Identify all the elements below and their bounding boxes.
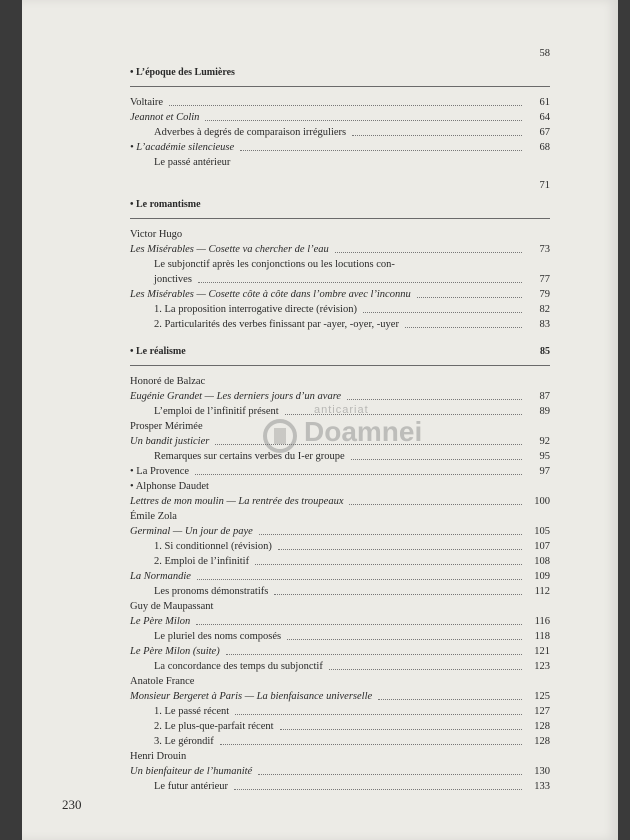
dot-leader — [274, 593, 522, 595]
toc-section-heading — [130, 197, 550, 212]
dot-leader — [278, 548, 522, 550]
toc-entry — [130, 46, 550, 61]
toc-section-heading — [130, 65, 550, 80]
toc-page-number: 133 — [534, 781, 550, 792]
toc-entry — [130, 539, 550, 554]
toc-entry — [130, 569, 550, 584]
dot-leader — [335, 251, 522, 253]
toc-page-number: 95 — [539, 451, 550, 462]
dot-leader — [200, 684, 522, 685]
dot-leader — [220, 743, 522, 745]
toc-page-number: 100 — [534, 496, 550, 507]
toc-entry-title: Jeannot et Colin — [130, 112, 200, 123]
toc-entry — [130, 644, 550, 659]
dot-leader — [417, 296, 522, 298]
toc-page-number: 73 — [539, 244, 550, 255]
toc-entry — [130, 227, 550, 242]
toc-entry-title: Les Misérables — Cosette va chercher de l’eau — [130, 244, 329, 255]
toc-entry-title: Les Misérables — Cosette côte à côte dans l’ombre avec l’inconnu — [130, 289, 411, 300]
toc-entry — [130, 659, 550, 674]
toc-entry — [130, 257, 550, 272]
toc-entry — [130, 779, 550, 794]
toc-entry-title: • Le romantisme — [130, 199, 201, 210]
toc-entry — [130, 524, 550, 539]
toc-entry-title: Un bienfaiteur de l’humanité — [130, 766, 253, 777]
toc-entry-title: 3. Le gérondif — [154, 736, 214, 747]
dot-leader — [192, 354, 522, 355]
toc-entry-title: 2. Le plus-que-parfait récent — [154, 721, 274, 732]
watermark-logo-icon — [260, 416, 300, 456]
toc-entry-title: Les pronoms démonstratifs — [154, 586, 269, 597]
toc-page-number: 112 — [534, 586, 550, 597]
toc-entry — [130, 140, 550, 155]
toc-page-number: 127 — [534, 706, 550, 717]
toc-entry-title: Voltaire — [130, 97, 164, 108]
toc-page-number: 77 — [539, 274, 550, 285]
toc-page-number: 108 — [534, 556, 550, 567]
toc-entry-title: • L’académie silencieuse — [130, 142, 235, 153]
dot-leader — [183, 519, 522, 520]
toc-entry-title: Remarques sur certains verbes du I-er groupe — [154, 451, 345, 462]
toc-page-number: 92 — [539, 436, 550, 447]
toc-entry-title: Le futur antérieur — [154, 781, 229, 792]
dot-leader — [401, 267, 522, 268]
toc-page-number: 116 — [534, 616, 550, 627]
toc-page-number: 109 — [534, 571, 550, 582]
toc-entry — [130, 554, 550, 569]
toc-entry — [130, 479, 550, 494]
toc-entry-title: Adverbes à degrés de comparaison irréguliers — [154, 127, 347, 138]
toc-entry-title: Lettres de mon moulin — La rentrée des troupeaux — [130, 496, 344, 507]
watermark — [260, 404, 430, 464]
section-rule — [130, 86, 550, 87]
toc-section-heading — [130, 344, 550, 359]
toc-entry-title: 1. La proposition interrogative directe (révision) — [154, 304, 357, 315]
toc-entry — [130, 464, 550, 479]
toc-entry — [130, 599, 550, 614]
dot-leader — [169, 104, 522, 106]
toc-entry — [130, 614, 550, 629]
toc-entry-title: • Le réalisme — [130, 346, 186, 357]
dot-leader — [258, 773, 522, 775]
dot-leader — [287, 638, 522, 640]
toc-entry — [130, 178, 550, 193]
toc-page-number: 123 — [534, 661, 550, 672]
toc-entry-title: 2. Emploi de l’infinitif — [154, 556, 250, 567]
toc-entry — [130, 287, 550, 302]
toc-entry-title: 1. Si conditionnel (révision) — [154, 541, 272, 552]
toc-page-number: 105 — [534, 526, 550, 537]
toc-page-number: 130 — [534, 766, 550, 777]
toc-page-number: 97 — [539, 466, 550, 477]
spacer — [130, 332, 550, 340]
toc-entry-title: La Normandie — [130, 571, 191, 582]
dot-leader — [197, 578, 522, 580]
watermark-text-line1: anticariat — [314, 404, 369, 416]
toc-entry-title: • La Provence — [130, 466, 190, 477]
dot-leader — [352, 134, 522, 136]
dot-leader — [378, 698, 522, 700]
dot-leader — [192, 759, 522, 760]
dot-leader — [241, 75, 522, 76]
toc-entry-title: jonctives — [154, 274, 192, 285]
toc-page-number: 71 — [539, 180, 550, 191]
section-rule — [130, 365, 550, 366]
toc-entry — [130, 389, 550, 404]
dot-leader — [255, 563, 522, 565]
toc-page-number: 64 — [539, 112, 550, 123]
dot-leader — [195, 473, 522, 475]
toc-page-number: 67 — [539, 127, 550, 138]
toc-entry — [130, 155, 550, 170]
section-rule — [130, 218, 550, 219]
dot-leader — [136, 188, 522, 189]
toc-entry-title: Honoré de Balzac — [130, 376, 206, 387]
toc-entry — [130, 494, 550, 509]
toc-entry — [130, 704, 550, 719]
dot-leader — [259, 533, 522, 535]
toc-entry — [130, 689, 550, 704]
dot-leader — [347, 398, 522, 400]
toc-entry — [130, 734, 550, 749]
toc-page-number: 89 — [539, 406, 550, 417]
toc-entry-title: • L’époque des Lumières — [130, 67, 235, 78]
dot-leader — [205, 119, 522, 121]
toc-entry — [130, 272, 550, 287]
dot-leader — [235, 713, 522, 715]
toc-entry — [130, 302, 550, 317]
toc-entry-title: • Alphonse Daudet — [130, 481, 209, 492]
toc-page-number: 83 — [539, 319, 550, 330]
toc-entry-title: Le subjonctif après les conjonctions ou les locutions con- — [154, 259, 395, 270]
toc-entry-title: Prosper Mérimée — [130, 421, 203, 432]
dot-leader — [188, 237, 522, 238]
dot-leader — [329, 668, 522, 670]
toc-entry-title: Monsieur Bergeret à Paris — La bienfaisance universelle — [130, 691, 373, 702]
dot-leader — [226, 653, 522, 655]
dot-leader — [196, 623, 522, 625]
toc-page-number: 82 — [539, 304, 550, 315]
toc-page-number: 58 — [539, 48, 550, 59]
dot-leader — [280, 728, 522, 730]
toc-entry-title: Un bandit justicier — [130, 436, 210, 447]
toc-entry — [130, 110, 550, 125]
toc-page-number: 79 — [539, 289, 550, 300]
watermark-text-line2: Doamnei — [304, 416, 423, 447]
toc-entry-title: La concordance des temps du subjonctif — [154, 661, 323, 672]
toc-entry — [130, 509, 550, 524]
dot-leader — [219, 609, 522, 610]
toc-entry — [130, 374, 550, 389]
toc-page-number: 68 — [539, 142, 550, 153]
dot-leader — [405, 326, 522, 328]
toc-page-number: 87 — [539, 391, 550, 402]
dot-leader — [136, 56, 522, 57]
toc-entry — [130, 584, 550, 599]
toc-entry — [130, 764, 550, 779]
dot-leader — [198, 281, 522, 283]
toc-page-number: 107 — [534, 541, 550, 552]
toc-page-number: 85 — [540, 346, 550, 357]
toc-entry-title: Le Père Milon (suite) — [130, 646, 220, 657]
toc-entry-title: Le pluriel des noms composés — [154, 631, 282, 642]
toc-page-number: 118 — [534, 631, 550, 642]
toc-entry-title: Guy de Maupassant — [130, 601, 214, 612]
toc-entry — [130, 674, 550, 689]
dot-leader — [349, 503, 522, 505]
toc-entry — [130, 749, 550, 764]
toc-entry — [130, 629, 550, 644]
toc-entry-title: Henri Drouin — [130, 751, 187, 762]
dot-leader — [215, 489, 522, 490]
toc-page-number: 128 — [534, 736, 550, 747]
toc-entry-title: Émile Zola — [130, 511, 177, 522]
toc-entry-title: Germinal — Un jour de paye — [130, 526, 253, 537]
toc-entry-title: Eugénie Grandet — Les derniers jours d’un avare — [130, 391, 342, 402]
toc-entry-title: Le Père Milon — [130, 616, 191, 627]
dot-leader — [234, 788, 522, 790]
toc-entry — [130, 242, 550, 257]
dot-leader — [211, 384, 522, 385]
toc-entry-title: 1. Le passé récent — [154, 706, 230, 717]
spacer — [130, 170, 550, 178]
dot-leader — [207, 207, 522, 208]
toc-entry-title: Le passé antérieur — [154, 157, 231, 168]
toc-entry — [130, 317, 550, 332]
dot-leader — [240, 149, 522, 151]
toc-entry — [130, 719, 550, 734]
toc-entry — [130, 95, 550, 110]
dot-leader — [363, 311, 522, 313]
toc-page-number: 121 — [534, 646, 550, 657]
toc-entry-title: 2. Particularités des verbes finissant par -ayer, -oyer, -uyer — [154, 319, 399, 330]
dot-leader — [236, 165, 522, 166]
toc-entry-title: Victor Hugo — [130, 229, 183, 240]
toc-page-number: 128 — [534, 721, 550, 732]
book-page — [22, 0, 618, 840]
page-number: 230 — [62, 797, 82, 812]
toc-page-number: 125 — [534, 691, 550, 702]
toc-entry — [130, 125, 550, 140]
toc-entry-title: Anatole France — [130, 676, 195, 687]
toc-page-number: 61 — [539, 97, 550, 108]
toc-entry-title: L’emploi de l’infinitif présent — [154, 406, 279, 417]
